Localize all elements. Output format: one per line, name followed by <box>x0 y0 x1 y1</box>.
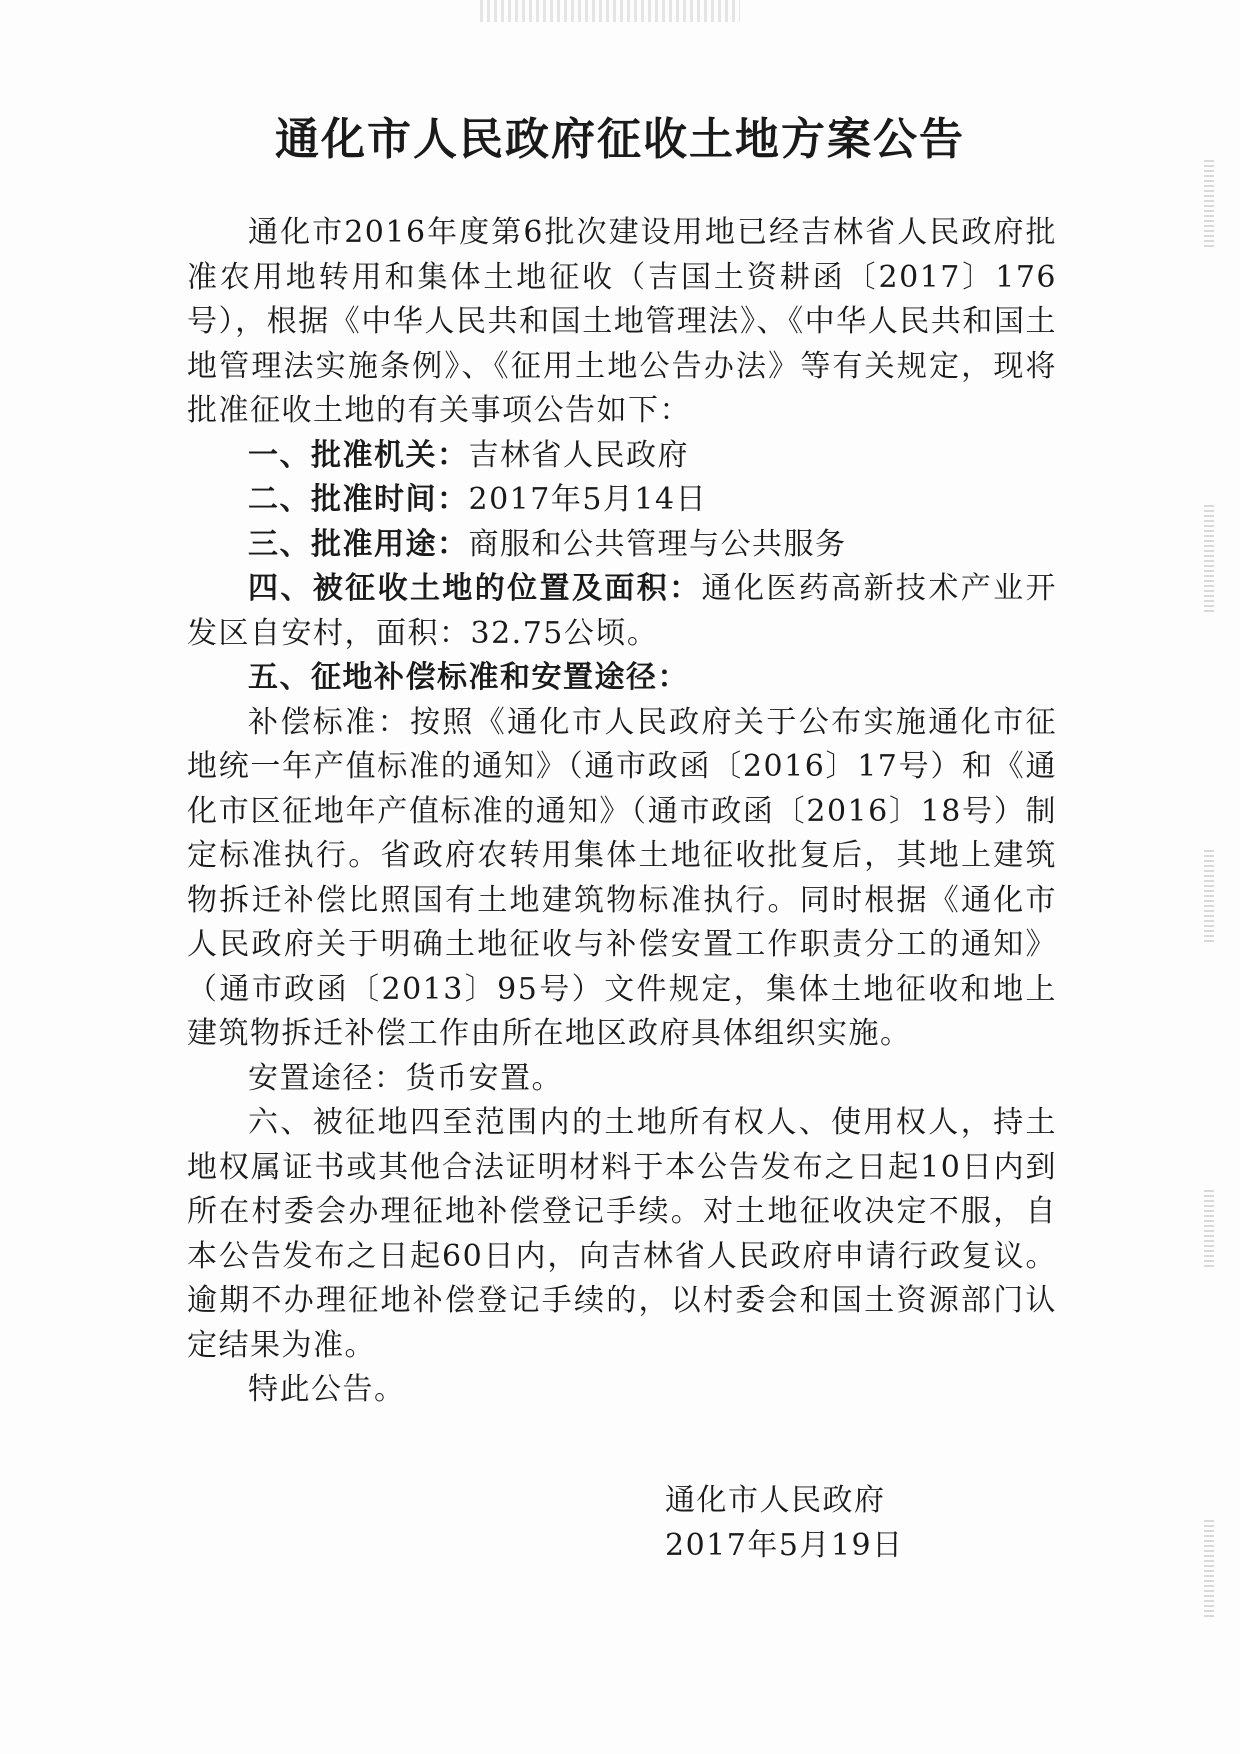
item-heading: 四、被征收土地的位置及面积： <box>248 571 702 606</box>
closing-line: 特此公告。 <box>248 1372 406 1407</box>
document-title: 通化市人民政府征收土地方案公告 <box>275 114 965 165</box>
item-text: 吉林省人民政府 <box>468 437 689 473</box>
item-text: 2017年5月14日 <box>468 482 708 517</box>
item-approved-use <box>187 523 1057 568</box>
item-text: 通化医药高新技术产业开发区自安村，面积：32.75公顷。 <box>187 571 1058 651</box>
item-heading: 五、征地补偿标准和安置途径： <box>248 660 689 695</box>
intro-paragraph: 通化市2016年度第6批次建设用地已经吉林省人民政府批准农用地转用和集体土地征收（吉国土资耕函〔2017〕176号），根据《中华人民共和国土地管理法》、《中华人民共和国土地管理法实施条例》、《征用土地公告办法》等有关规定，现将批准征收土地的有关事项公告如下： <box>187 215 1057 428</box>
scan-artifact <box>1204 505 1214 615</box>
item-approval-authority <box>187 434 1057 479</box>
item-compensation-heading <box>187 656 1057 701</box>
signature-block <box>665 1478 904 1568</box>
item-location-area <box>187 567 1057 656</box>
item-approval-date <box>187 478 1057 523</box>
scan-artifact <box>1204 1190 1214 1270</box>
scan-artifact <box>1204 160 1214 250</box>
signature-org: 通化市人民政府 <box>665 1483 886 1518</box>
resettlement-paragraph: 安置途径：货币安置。 <box>248 1060 563 1096</box>
scan-artifact <box>1204 850 1214 945</box>
scan-artifact <box>480 0 740 22</box>
item-text: 商服和公共管理与公共服务 <box>468 526 847 562</box>
item-heading: 一、批准机关： <box>248 437 469 473</box>
item-heading: 三、批准用途： <box>248 526 469 562</box>
item-registration: 六、被征地四至范围内的土地所有权人、使用权人，持土地权属证书或其他合法证明材料于本公告发布之日起10日内到所在村委会办理征地补偿登记手续。对土地征收决定不服，自本公告发布之日起60日内，向吉林省人民政府申请行政复议。逾期不办理征地补偿登记手续的，以村委会和国土资源部门认定结果为准。 <box>187 1105 1057 1363</box>
scan-artifact <box>1204 1520 1214 1620</box>
item-heading: 二、批准时间： <box>248 482 469 517</box>
signature-date: 2017年5月19日 <box>665 1528 904 1563</box>
document-body <box>187 211 1057 1413</box>
compensation-paragraph: 补偿标准：按照《通化市人民政府关于公布实施通化市征地统一年产值标准的通知》（通市政函〔2016〕17号）和《通化市区征地年产值标准的通知》（通市政函〔2016〕18号）制定标准执行。省政府农转用集体土地征收批复后，其地上建筑物拆迁补偿比照国有土地建筑物标准执行。同时根据《通化市人民政府关于明确土地征收与补偿安置工作职责分工的通知》（通市政函〔2013〕95号）文件规定，集体土地征收和地上建筑物拆迁补偿工作由所在地区政府具体组织实施。 <box>187 704 1057 1051</box>
